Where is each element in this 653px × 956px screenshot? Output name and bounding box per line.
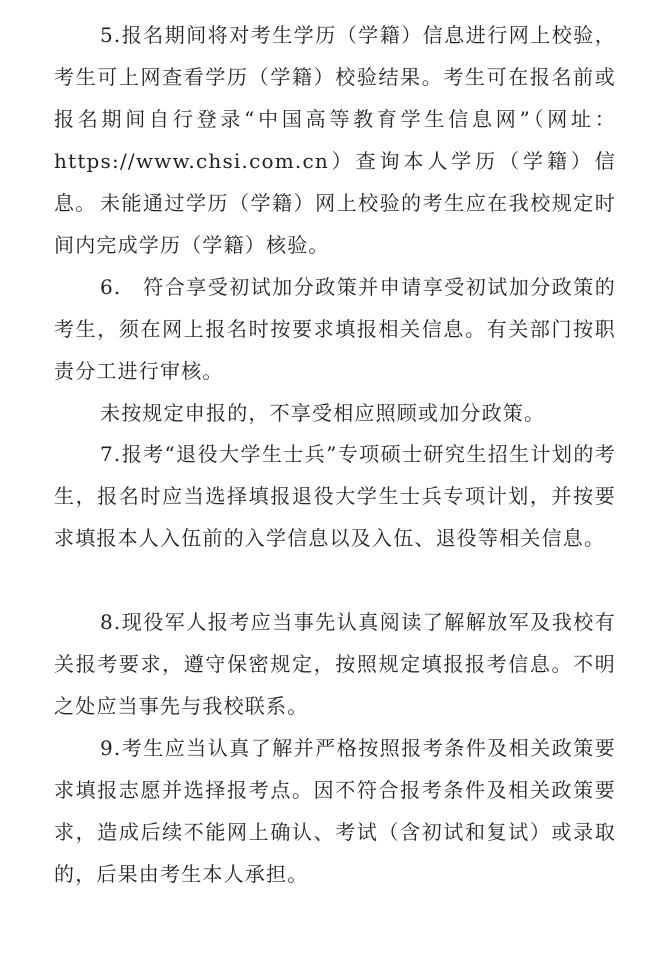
paragraph-item-6-note: 未按规定申报的，不享受相应照顾或加分政策。: [100, 401, 546, 425]
paragraph-item-6: 6. 符合享受初试加分政策并申请享受初试加分政策的考生，须在网上报名时按要求填报相关信息。有关部门按职责分工进行审核。: [54, 275, 616, 383]
paragraph-item-9: 9.考生应当认真了解并严格按照报考条件及相关政策要求填报志愿并选择报考点。因不符合报考条件及相关政策要求，造成后续不能网上确认、考试（含初试和复试）或录取的，后果由考生本人承担。: [54, 736, 616, 886]
paragraph-item-5: 5.报名期间将对考生学历（学籍）信息进行网上校验，考生可上网查看学历（学籍）校验结果。考生可在报名前或报名期间自行登录“中国高等教育学生信息网”（网址：https://www.chsi.com.cn）查询本人学历（学籍）信息。: [54, 23, 616, 215]
paragraph-item-8: 8.现役军人报考应当事先认真阅读了解解放军及我校有关报考要求，遵守保密规定，按照规定填报报考信息。不明之处应当事先与我校联系。: [54, 610, 616, 718]
paragraph-item-5-note: 未能通过学历（学籍）网上校验的考生应在我校规定时间内完成学历（学籍）核验。: [54, 191, 616, 257]
paragraph-item-7: 7.报考“退役大学生士兵”专项硕士研究生招生计划的考生，报名时应当选择填报退役大学生士兵专项计划，并按要求填报本人入伍前的入学信息以及入伍、退役等相关信息。: [54, 442, 616, 550]
